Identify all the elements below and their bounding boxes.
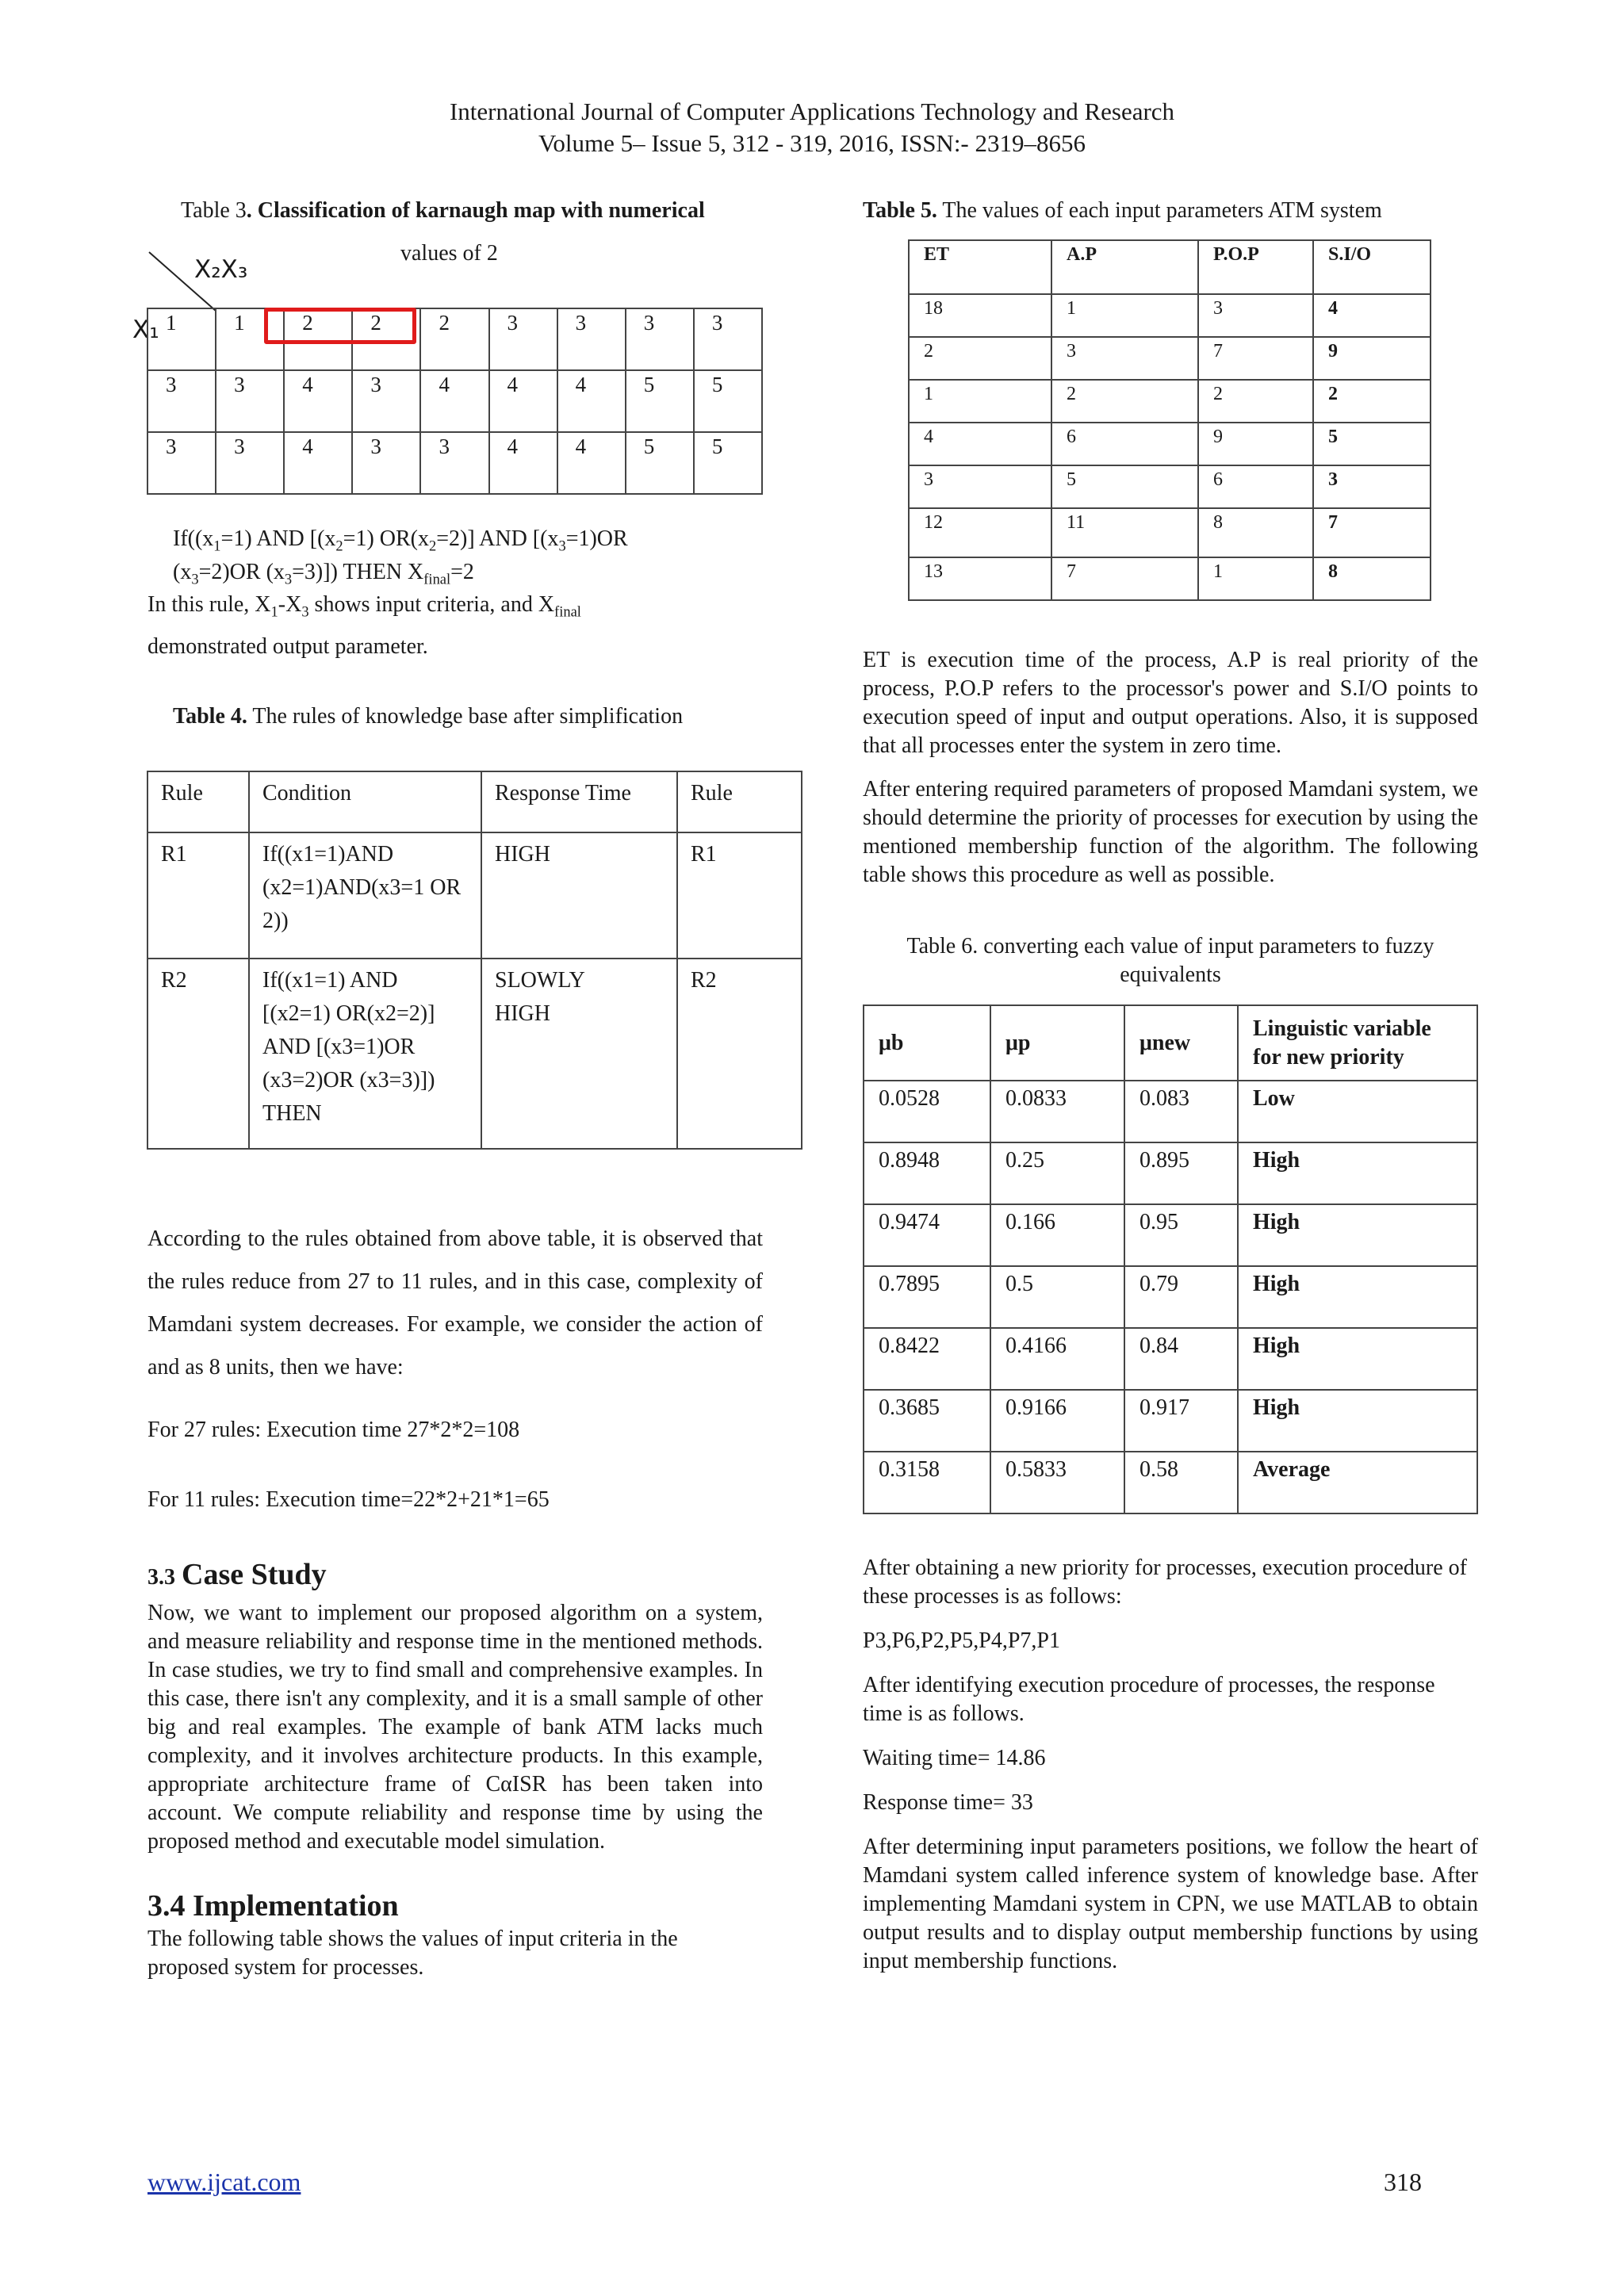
kmap-cell: 2	[420, 308, 488, 370]
table-header: Response Time	[481, 771, 677, 832]
paragraph-implementation: The following table shows the values of input criteria in the proposed system for processes.	[147, 1927, 678, 1980]
table-cell: SLOWLY HIGH	[481, 959, 677, 1149]
table-row	[864, 1142, 1477, 1204]
table-cell: 0.58	[1124, 1452, 1238, 1513]
rule-line-3: In this rule, $X_1-X_3$ shows input criteria, and $X_{final}$	[147, 592, 581, 620]
table-row	[909, 508, 1431, 557]
table-cell: 0.9166	[990, 1390, 1124, 1452]
table-header: S.I/O	[1313, 240, 1431, 294]
kmap-cell: 4	[489, 432, 557, 494]
table-cell: HIGH	[481, 832, 677, 959]
table-cell: 3	[1051, 337, 1198, 380]
table-cell: 0.4166	[990, 1328, 1124, 1390]
kmap-cell: 4	[420, 370, 488, 432]
table-row	[147, 832, 802, 959]
table-row	[909, 557, 1431, 600]
kmap-cell: 3	[694, 308, 762, 370]
table-row	[864, 1390, 1477, 1452]
section-3-3-heading: 3.3 Case Study	[147, 1558, 327, 1591]
table-cell: 3	[909, 465, 1051, 508]
kmap-cell: 5	[626, 370, 694, 432]
table6-caption: Table 6. converting each value of input parameters to fuzzy	[906, 934, 1434, 959]
table-header-row	[864, 1005, 1477, 1081]
kmap-cell: 3	[147, 370, 216, 432]
table-cell: High	[1238, 1390, 1477, 1452]
kmap-cell: 3	[352, 370, 420, 432]
table-cell: 3	[1313, 465, 1431, 508]
table-header: μp	[990, 1005, 1124, 1081]
table-cell: 0.083	[1124, 1081, 1238, 1142]
table-cell: 0.895	[1124, 1142, 1238, 1204]
kmap-cell: 4	[284, 432, 352, 494]
kmap-row-header: X₁	[132, 316, 159, 344]
table-row	[909, 380, 1431, 423]
table-row	[864, 1081, 1477, 1142]
kmap-cell: 4	[489, 370, 557, 432]
table-cell: 2	[909, 337, 1051, 380]
paragraph-inference-system: After determining input parameters positions, we follow the heart of Mamdani system called inference system of knowledge base. After implementing Mamdani system in CPN, we use MATLAB to obtain output results and to display output membership functions by using input membership functions.	[863, 1835, 1478, 1973]
table-row	[909, 423, 1431, 465]
table-header: Rule	[677, 771, 802, 832]
table-cell: 3	[1198, 294, 1313, 337]
table-row	[864, 1204, 1477, 1266]
table-cell: 7	[1051, 557, 1198, 600]
paragraph-mamdani-priority: After entering required parameters of proposed Mamdani system, we should determine the priority of processes for execution by using the mentioned membership function of the algorithm. The following table shows this procedure as well as possible.	[863, 777, 1478, 887]
kmap-cell: 5	[694, 370, 762, 432]
paragraph-27-rules: For 27 rules: Execution time 27*2*2=108	[147, 1418, 520, 1442]
table-header: P.O.P	[1198, 240, 1313, 294]
table-cell: 0.0528	[864, 1081, 990, 1142]
table-cell: 8	[1313, 557, 1431, 600]
table-cell: 0.5833	[990, 1452, 1124, 1513]
table-cell: 0.7895	[864, 1266, 990, 1328]
paragraph-parameter-definitions: ET is execution time of the process, A.P is real priority of the process, P.O.P refers to the processor's power and S.I/O points to execution speed of input and output operations. Also, it is supposed that all processes enter the system in zero time.	[863, 648, 1478, 758]
table-cell: 0.917	[1124, 1390, 1238, 1452]
kmap-cell: 2	[352, 308, 420, 370]
kmap-cell: 5	[626, 432, 694, 494]
table6-caption-line2: equivalents	[1120, 962, 1221, 987]
kmap-cell: 3	[352, 432, 420, 494]
table-header: A.P	[1051, 240, 1198, 294]
table-header: Condition	[249, 771, 481, 832]
table-header: ET	[909, 240, 1051, 294]
table-row	[864, 1328, 1477, 1390]
fuzzy-equivalents-table	[863, 1004, 1478, 1514]
kmap-col-header: X₂X₃	[194, 255, 248, 284]
kmap-cell: 3	[147, 432, 216, 494]
kmap-cell: 1	[147, 308, 216, 370]
table-cell: 0.8422	[864, 1328, 990, 1390]
table-cell: 0.3158	[864, 1452, 990, 1513]
table-cell: Low	[1238, 1081, 1477, 1142]
table-row	[147, 959, 802, 1149]
table-row	[147, 432, 762, 494]
table-cell: R1	[677, 832, 802, 959]
table-cell: 0.79	[1124, 1266, 1238, 1328]
table-cell: 7	[1313, 508, 1431, 557]
table-cell: R1	[147, 832, 249, 959]
table-cell: 12	[909, 508, 1051, 557]
kmap-cell: 3	[626, 308, 694, 370]
table-header-row	[909, 240, 1431, 294]
table-cell: 7	[1198, 337, 1313, 380]
table-cell: 2	[1313, 380, 1431, 423]
kmap-cell: 3	[216, 370, 284, 432]
table-row	[864, 1452, 1477, 1513]
kmap-cell: 3	[557, 308, 626, 370]
table-cell: 6	[1198, 465, 1313, 508]
table-cell: High	[1238, 1328, 1477, 1390]
table-cell: 0.84	[1124, 1328, 1238, 1390]
table-cell: 4	[909, 423, 1051, 465]
table-cell: 1	[909, 380, 1051, 423]
journal-website-link[interactable]: www.ijcat.com	[147, 2168, 301, 2196]
rule-line-1: $If((x_1=1)$ AND [$(x_2=1)$ $OR(x_2=2)$] AND [$(x_3=1)OR$	[173, 526, 628, 554]
table-cell: 2	[1198, 380, 1313, 423]
table-cell: If((x1=1)AND (x2=1)AND(x3=1 OR 2))	[249, 832, 481, 959]
paragraph-case-study: Now, we want to implement our proposed algorithm on a system, and measure reliability and response time in the mentioned methods. In case studies, we try to find small and comprehensive examples. In this case, there isn't any complexity, and it is a small sample of other big and real examples. The example of bank ATM lacks much complexity, and it involves architecture products. In this example, appropriate architecture frame of CαISR has been taken into account. We compute reliability and response time by using the proposed method and executable model simulation.	[147, 1601, 763, 1854]
table-cell: 0.8948	[864, 1142, 990, 1204]
table-row	[909, 337, 1431, 380]
table-cell: 0.0833	[990, 1081, 1124, 1142]
table-cell: 0.9474	[864, 1204, 990, 1266]
rule-line-4: demonstrated output parameter.	[147, 634, 428, 659]
table-cell: 0.95	[1124, 1204, 1238, 1266]
table5-caption: Table 5. The values of each input parameters ATM system	[863, 198, 1382, 223]
table-cell: 0.25	[990, 1142, 1124, 1204]
kmap-cell: 4	[557, 370, 626, 432]
paragraph-11-rules: For 11 rules: Execution time=22*2+21*1=65	[147, 1487, 550, 1512]
table-row	[909, 465, 1431, 508]
journal-title: International Journal of Computer Applications Technology and Research	[449, 98, 1175, 125]
response-time: Response time= 33	[863, 1790, 1033, 1815]
journal-volume: Volume 5– Issue 5, 312 - 319, 2016, ISSN:- 2319–8656	[538, 129, 1086, 157]
table-cell: 0.5	[990, 1266, 1124, 1328]
table3-caption: Table 3. Classification of karnaugh map with numerical	[181, 198, 705, 223]
table3-caption-line2: values of 2	[400, 241, 498, 266]
atm-parameters-table	[908, 239, 1431, 601]
table-cell: 11	[1051, 508, 1198, 557]
kmap-highlight-box	[264, 308, 416, 344]
table4-caption: Table 4. The rules of knowledge base after simplification	[173, 704, 684, 729]
kmap-cell: 5	[694, 432, 762, 494]
table-header: Rule	[147, 771, 249, 832]
rules-table	[147, 771, 802, 1150]
waiting-time: Waiting time= 14.86	[863, 1746, 1046, 1770]
table-cell: 2	[1051, 380, 1198, 423]
table-header: μnew	[1124, 1005, 1238, 1081]
table-cell: 0.3685	[864, 1390, 990, 1452]
table-cell: R2	[147, 959, 249, 1149]
table-cell: 1	[1051, 294, 1198, 337]
table-cell: 5	[1051, 465, 1198, 508]
paragraph-new-priority: After obtaining a new priority for processes, execution procedure of these processes is as follows:	[863, 1556, 1467, 1609]
table-cell: 1	[1198, 557, 1313, 600]
table-cell: 18	[909, 294, 1051, 337]
table-cell: 5	[1313, 423, 1431, 465]
table-cell: High	[1238, 1142, 1477, 1204]
kmap-cell: 3	[489, 308, 557, 370]
table-cell: 9	[1198, 423, 1313, 465]
rule-line-2: $(x_3=2)OR$ $(x_3=3)$]) THEN $X_{final}=2$	[173, 560, 474, 587]
table-row	[864, 1266, 1477, 1328]
table-cell: 9	[1313, 337, 1431, 380]
table-row	[909, 294, 1431, 337]
table-row	[147, 370, 762, 432]
kmap-cell: 4	[284, 370, 352, 432]
table-cell: High	[1238, 1266, 1477, 1328]
table-header: μb	[864, 1005, 990, 1081]
execution-order: P3,P6,P2,P5,P4,P7,P1	[863, 1628, 1061, 1653]
kmap-cell: 1	[216, 308, 284, 370]
table-cell: 13	[909, 557, 1051, 600]
kmap-cell: 3	[216, 432, 284, 494]
kmap-cell: 4	[557, 432, 626, 494]
kmap-cell: 3	[420, 432, 488, 494]
table-header-row	[147, 771, 802, 832]
table-cell: 6	[1051, 423, 1198, 465]
table-cell: 0.166	[990, 1204, 1124, 1266]
table-cell: 8	[1198, 508, 1313, 557]
table-cell: R2	[677, 959, 802, 1149]
karnaugh-map-table	[147, 308, 763, 495]
section-3-4-heading: 3.4 Implementation	[147, 1889, 399, 1923]
table-cell: Average	[1238, 1452, 1477, 1513]
paragraph-response-intro: After identifying execution procedure of processes, the response time is as follows.	[863, 1673, 1435, 1726]
table-cell: 4	[1313, 294, 1431, 337]
paragraph-rules-reduction: According to the rules obtained from above table, it is observed that the rules reduce from 27 to 11 rules, and in this case, complexity of Mamdani system decreases. For example, we consider the action of and as 8 units, then we have:	[147, 1226, 763, 1380]
table-cell: If((x1=1) AND [(x2=1) OR(x2=2)] AND [(x3=1)OR (x3=2)OR (x3=3)]) THEN	[249, 959, 481, 1149]
kmap-cell: 2	[284, 308, 352, 370]
table-row	[147, 308, 762, 370]
table-header: Linguistic variable for new priority	[1238, 1005, 1477, 1081]
table-cell: High	[1238, 1204, 1477, 1266]
page-number: 318	[1384, 2168, 1422, 2196]
